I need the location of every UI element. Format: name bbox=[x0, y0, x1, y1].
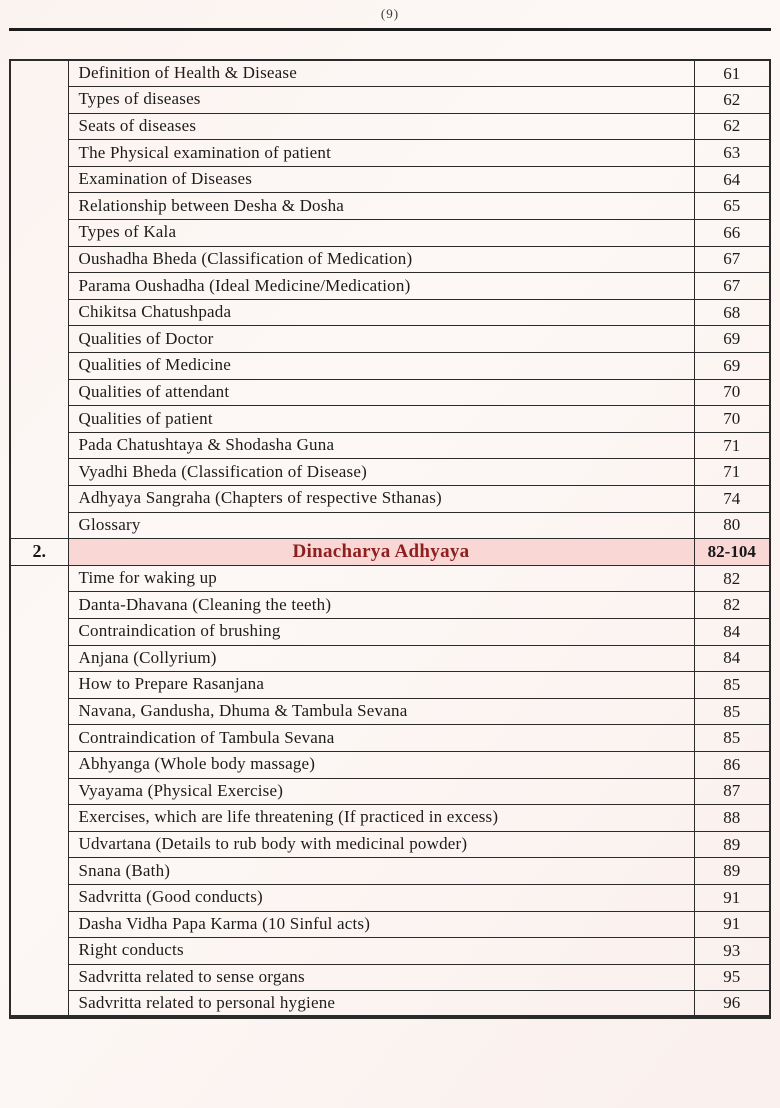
toc-row bbox=[10, 618, 770, 645]
toc-item-page: 88 bbox=[694, 805, 770, 832]
toc-row bbox=[10, 592, 770, 619]
toc-item-title: Anjana (Collyrium) bbox=[68, 645, 694, 672]
toc-item-page: 93 bbox=[694, 938, 770, 965]
toc-item-page: 74 bbox=[694, 486, 770, 513]
toc-item-page: 82 bbox=[694, 565, 770, 592]
toc-item-page: 85 bbox=[694, 672, 770, 699]
toc-row bbox=[10, 751, 770, 778]
toc-row bbox=[10, 938, 770, 965]
toc-row bbox=[10, 166, 770, 193]
toc-item-page: 85 bbox=[694, 725, 770, 752]
toc-item-title: Seats of diseases bbox=[68, 113, 694, 140]
toc-item-title: Adhyaya Sangraha (Chapters of respective Sthanas) bbox=[68, 486, 694, 513]
section-title: Dinacharya Adhyaya bbox=[68, 539, 694, 566]
toc-row bbox=[10, 113, 770, 140]
toc-item-title: Examination of Diseases bbox=[68, 166, 694, 193]
toc-item-page: 64 bbox=[694, 166, 770, 193]
toc-row bbox=[10, 991, 770, 1018]
toc-row bbox=[10, 512, 770, 539]
toc-row bbox=[10, 884, 770, 911]
toc-item-title: Definition of Health & Disease bbox=[68, 60, 694, 87]
toc-row bbox=[10, 273, 770, 300]
toc-item-title: Navana, Gandusha, Dhuma & Tambula Sevana bbox=[68, 698, 694, 725]
toc-row bbox=[10, 672, 770, 699]
toc-item-page: 85 bbox=[694, 698, 770, 725]
toc-item-title: Parama Oushadha (Ideal Medicine/Medication) bbox=[68, 273, 694, 300]
top-rule bbox=[9, 28, 771, 31]
toc-item-page: 66 bbox=[694, 220, 770, 247]
toc-item-page: 69 bbox=[694, 326, 770, 353]
toc-item-page: 91 bbox=[694, 884, 770, 911]
toc-item-page: 70 bbox=[694, 406, 770, 433]
toc-row bbox=[10, 831, 770, 858]
toc-item-page: 61 bbox=[694, 60, 770, 87]
toc-item-page: 62 bbox=[694, 113, 770, 140]
toc-item-page: 82 bbox=[694, 592, 770, 619]
section-number: 2. bbox=[10, 539, 68, 566]
toc-row bbox=[10, 299, 770, 326]
toc-item-page: 86 bbox=[694, 751, 770, 778]
toc-item-page: 95 bbox=[694, 964, 770, 991]
toc-item-title: Chikitsa Chatushpada bbox=[68, 299, 694, 326]
toc-row bbox=[10, 140, 770, 167]
toc-row bbox=[10, 964, 770, 991]
toc-item-page: 69 bbox=[694, 353, 770, 380]
toc-item-page: 87 bbox=[694, 778, 770, 805]
toc-row bbox=[10, 778, 770, 805]
toc-item-title: How to Prepare Rasanjana bbox=[68, 672, 694, 699]
toc-item-title: Sadvritta (Good conducts) bbox=[68, 884, 694, 911]
section-number-spacer bbox=[10, 60, 68, 539]
toc-item-page: 63 bbox=[694, 140, 770, 167]
toc-row bbox=[10, 911, 770, 938]
toc-row bbox=[10, 858, 770, 885]
toc-item-title: Sadvritta related to personal hygiene bbox=[68, 991, 694, 1018]
toc-item-page: 80 bbox=[694, 512, 770, 539]
page-number-marker: (9) bbox=[380, 6, 400, 21]
toc-item-page: 70 bbox=[694, 379, 770, 406]
toc-row bbox=[10, 406, 770, 433]
toc-item-title: Sadvritta related to sense organs bbox=[68, 964, 694, 991]
toc-table bbox=[9, 59, 771, 1019]
toc-item-page: 67 bbox=[694, 246, 770, 273]
toc-item-title: Dasha Vidha Papa Karma (10 Sinful acts) bbox=[68, 911, 694, 938]
toc-item-page: 71 bbox=[694, 432, 770, 459]
toc-row bbox=[10, 459, 770, 486]
toc-item-page: 62 bbox=[694, 87, 770, 114]
toc-item-page: 84 bbox=[694, 618, 770, 645]
toc-row bbox=[10, 193, 770, 220]
toc-item-title: Qualities of Doctor bbox=[68, 326, 694, 353]
toc-row bbox=[10, 246, 770, 273]
toc-item-title: Pada Chatushtaya & Shodasha Guna bbox=[68, 432, 694, 459]
toc-item-title: Right conducts bbox=[68, 938, 694, 965]
section-number-spacer bbox=[10, 565, 68, 1017]
section-page-range: 82-104 bbox=[694, 539, 770, 566]
toc-item-title: Udvartana (Details to rub body with medicinal powder) bbox=[68, 831, 694, 858]
toc-item-page: 89 bbox=[694, 858, 770, 885]
toc-item-title: The Physical examination of patient bbox=[68, 140, 694, 167]
toc-row bbox=[10, 805, 770, 832]
toc-item-title: Vyadhi Bheda (Classification of Disease) bbox=[68, 459, 694, 486]
toc-item-title: Qualities of patient bbox=[68, 406, 694, 433]
toc-row bbox=[10, 60, 770, 87]
toc-item-title: Vyayama (Physical Exercise) bbox=[68, 778, 694, 805]
toc-item-title: Contraindication of brushing bbox=[68, 618, 694, 645]
toc-body bbox=[10, 60, 770, 1017]
toc-item-title: Qualities of attendant bbox=[68, 379, 694, 406]
section-header-row bbox=[10, 539, 770, 566]
toc-item-title: Abhyanga (Whole body massage) bbox=[68, 751, 694, 778]
toc-item-title: Relationship between Desha & Dosha bbox=[68, 193, 694, 220]
toc-item-title: Glossary bbox=[68, 512, 694, 539]
toc-row bbox=[10, 725, 770, 752]
toc-row bbox=[10, 432, 770, 459]
toc-item-title: Exercises, which are life threatening (If practiced in excess) bbox=[68, 805, 694, 832]
toc-item-page: 89 bbox=[694, 831, 770, 858]
toc-row bbox=[10, 220, 770, 247]
toc-item-page: 96 bbox=[694, 991, 770, 1018]
toc-item-title: Types of diseases bbox=[68, 87, 694, 114]
toc-item-page: 68 bbox=[694, 299, 770, 326]
toc-item-page: 84 bbox=[694, 645, 770, 672]
toc-item-title: Types of Kala bbox=[68, 220, 694, 247]
toc-item-title: Contraindication of Tambula Sevana bbox=[68, 725, 694, 752]
toc-row bbox=[10, 87, 770, 114]
toc-item-title: Snana (Bath) bbox=[68, 858, 694, 885]
toc-item-page: 67 bbox=[694, 273, 770, 300]
toc-item-page: 91 bbox=[694, 911, 770, 938]
toc-item-page: 71 bbox=[694, 459, 770, 486]
toc-row bbox=[10, 326, 770, 353]
toc-item-title: Danta-Dhavana (Cleaning the teeth) bbox=[68, 592, 694, 619]
toc-row bbox=[10, 353, 770, 380]
toc-item-page: 65 bbox=[694, 193, 770, 220]
toc-row bbox=[10, 379, 770, 406]
toc-item-title: Qualities of Medicine bbox=[68, 353, 694, 380]
toc-row bbox=[10, 486, 770, 513]
toc-item-title: Time for waking up bbox=[68, 565, 694, 592]
toc-row bbox=[10, 698, 770, 725]
toc-item-title: Oushadha Bheda (Classification of Medication) bbox=[68, 246, 694, 273]
toc-row bbox=[10, 645, 770, 672]
toc-row bbox=[10, 565, 770, 592]
